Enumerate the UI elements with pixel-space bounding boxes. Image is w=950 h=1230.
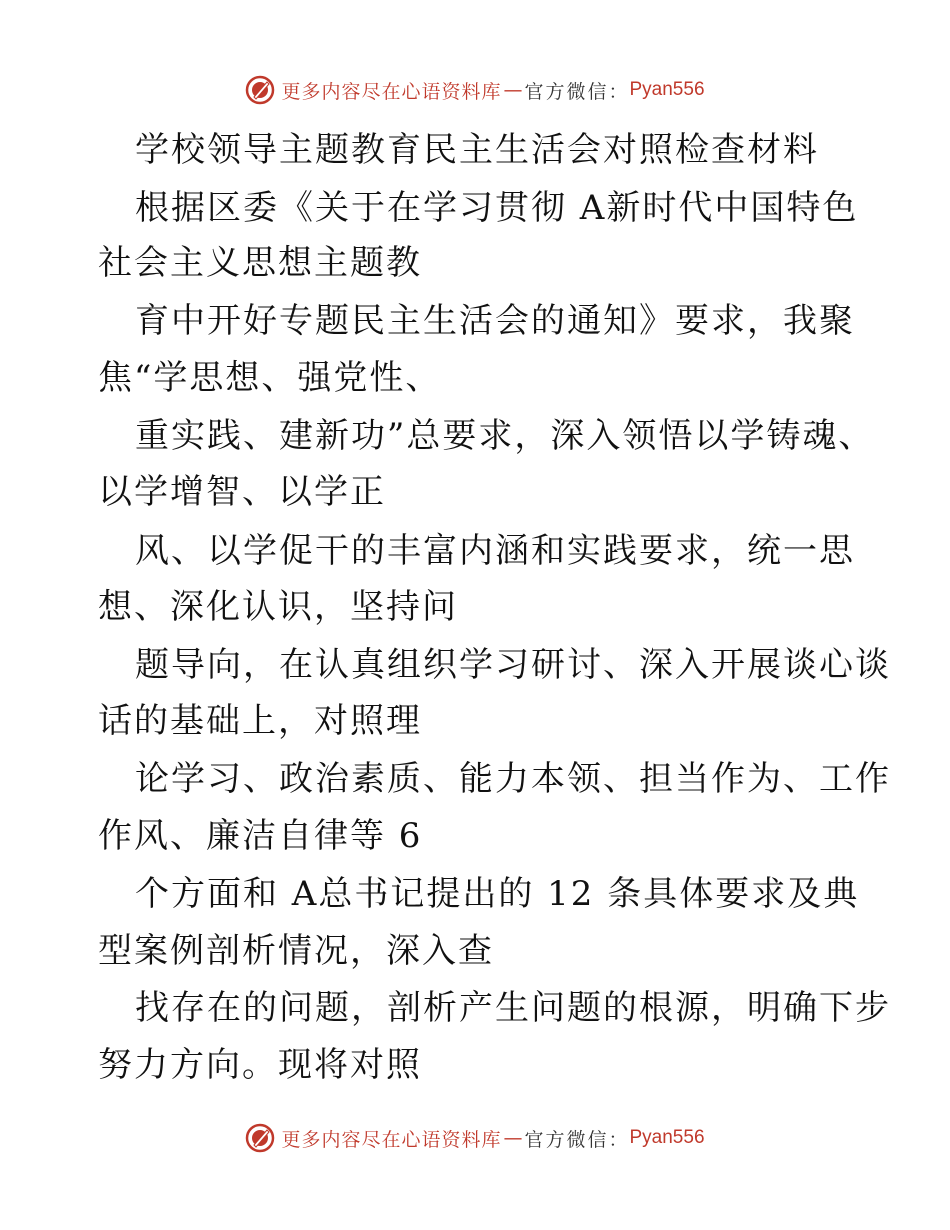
watermark-wechat-id: Pyan556: [629, 79, 705, 100]
paragraph-line: 论学习、政治素质、能力本领、担当作为、工作: [135, 759, 891, 799]
paragraph-line: 作风、廉洁自律等 6: [98, 816, 423, 856]
paragraph-line: 找存在的问题，剖析产生问题的根源，明确下步: [135, 988, 891, 1028]
pen-seal-icon: [245, 75, 275, 105]
watermark-main-text: 更多内容尽在心语资料库: [281, 80, 502, 103]
paragraph-line: 想、深化认识，坚持问: [98, 587, 458, 627]
paragraph-line: 根据区委《关于在学习贯彻 A新时代中国特色: [135, 188, 859, 228]
watermark-wechat-label: 官方微信：: [524, 80, 630, 103]
paragraph-line: 重实践、建新功”总要求，深入领悟以学铸魂、: [135, 416, 875, 456]
paragraph-line: 焦“学思想、强党性、: [98, 358, 442, 398]
watermark-wechat-label: 官方微信：: [524, 1128, 630, 1151]
paragraph-line: 型案例剖析情况，深入查: [98, 931, 494, 971]
paragraph-line: 社会主义思想主题教: [98, 243, 422, 283]
header-watermark: [0, 70, 950, 110]
watermark-separator: —: [503, 1127, 523, 1149]
watermark-wechat-id: Pyan556: [629, 1127, 705, 1148]
paragraph-line: 题导向，在认真组织学习研讨、深入开展谈心谈: [135, 645, 891, 685]
paragraph-line: 努力方向。现将对照: [98, 1045, 422, 1085]
document-title: 学校领导主题教育民主生活会对照检查材料: [135, 130, 819, 170]
pen-seal-icon: [245, 1123, 275, 1153]
paragraph-line: 话的基础上，对照理: [98, 701, 422, 741]
paragraph-line: 育中开好专题民主生活会的通知》要求，我聚: [135, 301, 855, 341]
watermark-main-text: 更多内容尽在心语资料库: [281, 1128, 502, 1151]
paragraph-line: 风、以学促干的丰富内涵和实践要求，统一思: [135, 531, 855, 571]
watermark-separator: —: [503, 79, 523, 101]
footer-watermark: [0, 1118, 950, 1158]
paragraph-line: 个方面和 A总书记提出的 12 条具体要求及典: [135, 874, 860, 914]
paragraph-line: 以学增智、以学正: [98, 472, 386, 512]
